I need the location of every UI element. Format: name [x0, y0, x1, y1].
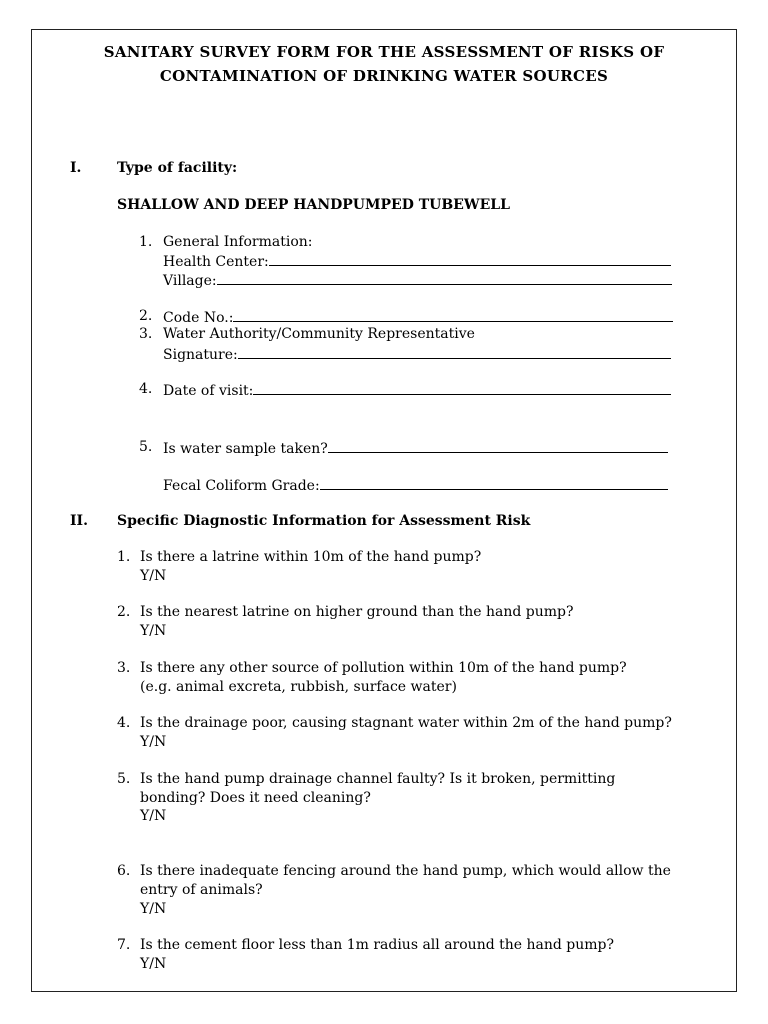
question-3-text: Is there any other source of pollution within 10m of the hand pump? [140, 660, 627, 676]
signature-label: Signature: [163, 347, 238, 363]
section-2-numeral: II. [70, 513, 88, 529]
item-1-number: 1. [139, 234, 153, 250]
water-sample-blank[interactable] [328, 439, 668, 453]
question-4-number: 4. [117, 715, 131, 731]
question-4-text: Is the drainage poor, causing stagnant water within 2m of the hand pump? [140, 715, 672, 731]
item-2-number: 2. [139, 308, 153, 324]
section-2-heading: Specific Diagnostic Information for Assessment Risk [117, 513, 531, 529]
question-1-text: Is there a latrine within 10m of the hand pump? [140, 549, 482, 565]
form-title-line1: SANITARY SURVEY FORM FOR THE ASSESSMENT OF RISKS OF [103, 43, 665, 61]
question-5-answer[interactable]: Y/N [140, 808, 167, 824]
question-6-text-continued: entry of animals? [140, 882, 263, 898]
item-5-number: 5. [139, 439, 153, 455]
fecal-coliform-blank[interactable] [320, 476, 668, 490]
question-1-answer[interactable]: Y/N [140, 568, 167, 584]
question-6-text: Is there inadequate fencing around the hand pump, which would allow the [140, 863, 671, 879]
code-blank[interactable] [233, 308, 673, 322]
water-sample-label: Is water sample taken? [163, 441, 328, 457]
section-1-heading: Type of facility: [117, 160, 238, 176]
question-2-text: Is the nearest latrine on higher ground than the hand pump? [140, 604, 574, 620]
question-6-answer[interactable]: Y/N [140, 901, 167, 917]
fecal-coliform-label: Fecal Coliform Grade: [163, 478, 320, 494]
code-label: Code No.: [163, 310, 234, 326]
question-3-example: (e.g. animal excreta, rubbish, surface water) [140, 679, 457, 695]
date-of-visit-blank[interactable] [253, 381, 671, 395]
question-7-number: 7. [117, 937, 131, 953]
question-6-number: 6. [117, 863, 131, 879]
health-center-label: Health Center: [163, 254, 269, 270]
signature-blank[interactable] [238, 345, 671, 359]
health-center-blank[interactable] [269, 252, 671, 266]
question-1-number: 1. [117, 549, 131, 565]
item-3-number: 3. [139, 326, 153, 342]
fecal-coliform-field [163, 476, 668, 494]
question-5-text: Is the hand pump drainage channel faulty? Is it broken, permitting [140, 771, 616, 787]
date-of-visit-field [163, 381, 671, 399]
question-4-answer[interactable]: Y/N [140, 734, 167, 750]
facility-type: SHALLOW AND DEEP HANDPUMPED TUBEWELL [117, 197, 510, 213]
question-2-number: 2. [117, 604, 131, 620]
water-authority-label: Water Authority/Community Representative [163, 326, 475, 342]
question-5-number: 5. [117, 771, 131, 787]
date-of-visit-label: Date of visit: [163, 383, 254, 399]
water-sample-field [163, 439, 668, 457]
village-label: Village: [163, 273, 217, 289]
general-information-label: General Information: [163, 234, 313, 250]
health-center-field [163, 252, 671, 270]
form-title-line2: CONTAMINATION OF DRINKING WATER SOURCES [159, 67, 609, 85]
question-3-number: 3. [117, 660, 131, 676]
question-2-answer[interactable]: Y/N [140, 623, 167, 639]
question-7-answer[interactable]: Y/N [140, 956, 167, 972]
question-7-text: Is the cement floor less than 1m radius all around the hand pump? [140, 937, 615, 953]
village-blank[interactable] [217, 271, 672, 285]
item-4-number: 4. [139, 381, 153, 397]
village-field [163, 271, 672, 289]
signature-field [163, 345, 671, 363]
code-field [163, 308, 673, 326]
section-1-numeral: I. [70, 160, 82, 176]
question-5-text-continued: bonding? Does it need cleaning? [140, 790, 371, 806]
